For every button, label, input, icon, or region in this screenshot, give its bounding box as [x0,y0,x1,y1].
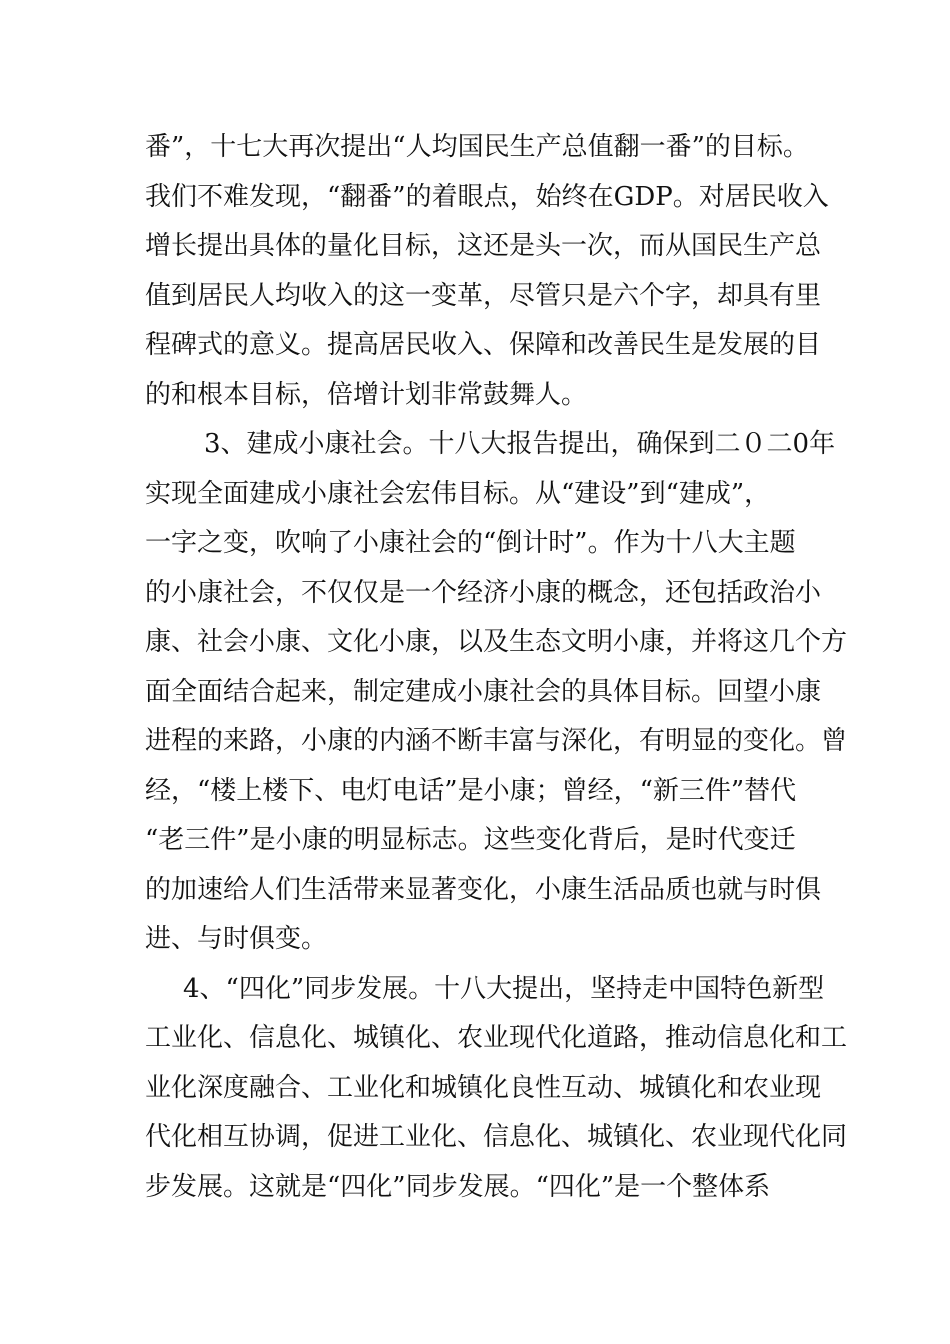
text-line: 工业化、信息化、城镇化、农业现代化道路，推动信息化和工 [145,1023,848,1053]
section-4-heading-line: 4、“四化”同步发展。十八大提出，坚持走中国特色新型 [183,973,825,1004]
text-line: 的和根本目标，倍增计划非常鼓舞人。 [145,379,588,410]
text-line: 一字之变，吹响了小康社会的“倒计时”。作为十八大主题 [145,528,796,558]
text-line: 进程的来路，小康的内涵不断丰富与深化，有明显的变化。曾 [145,726,848,756]
text-line: 业化深度融合、工业化和城镇化良性互动、城镇化和农业现 [145,1072,822,1103]
text-line: 值到居民人均收入的这一变革，尽管只是六个字，却具有里 [145,280,822,311]
text-line: 的小康社会，不仅仅是一个经济小康的概念，还包括政治小 [145,577,822,608]
text-line: 面全面结合起来，制定建成小康社会的具体目标。回望小康 [145,676,822,707]
text-line: 番”，十七大再次提出“人均国民生产总值翻一番”的目标。 [145,132,809,162]
body-text [145,123,848,1212]
text-line: 我们不难发现，“翻番”的着眼点，始终在GDP。对居民收入 [145,181,829,212]
text-line: 步发展。这就是“四化”同步发展。“四化”是一个整体系 [145,1171,771,1202]
text-line: 进、与时俱变。 [145,924,328,954]
text-line: 程碑式的意义。提高居民收入、保障和改善民生是发展的目 [145,330,822,360]
text-line: 经，“楼上楼下、电灯电话”是小康；曾经，“新三件”替代 [145,775,797,806]
section-3-heading-line: 3、建成小康社会。十八大报告提出，确保到二０二0年 [204,429,836,459]
text-line: 代化相互协调，促进工业化、信息化、城镇化、农业现代化同 [145,1122,848,1152]
text-line: “老三件”是小康的明显标志。这些变化背后，是时代变迁 [145,825,796,855]
text-line: 实现全面建成小康社会宏伟目标。从“建设”到“建成”， [145,478,771,509]
text-line: 的加速给人们生活带来显著变化，小康生活品质也就与时俱 [145,874,822,905]
text-line: 增长提出具体的量化目标，这还是头一次，而从国民生产总 [145,231,822,261]
text-line: 康、社会小康、文化小康，以及生态文明小康，并将这几个方 [145,627,848,657]
